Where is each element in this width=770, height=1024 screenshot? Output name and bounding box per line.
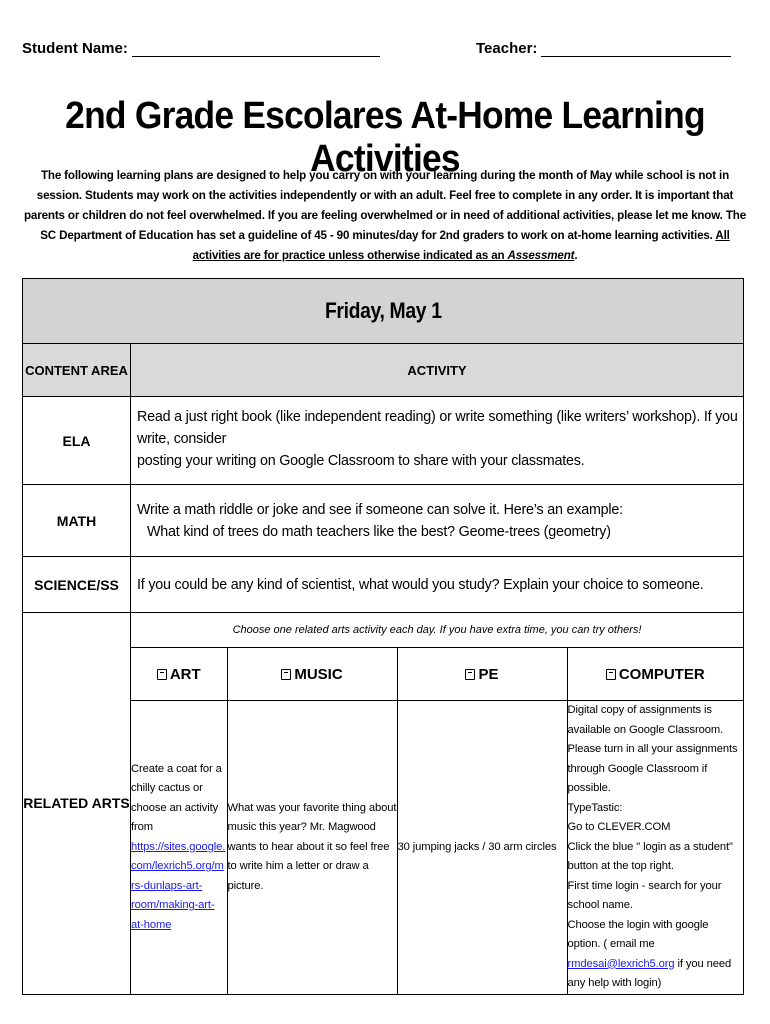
subject-computer[interactable]: COMPUTER (567, 648, 743, 701)
intro-text: The following learning plans are designed to help you carry on with your learning during the month of May while school is not in session. Students may work on the activities independently or with an adult. Feel free to complete in any order. It is important that parents or children do not feel overwhelmed. If you are feeling overwhelmed or in need of additional activities, please let me know. The SC Department of Education has set a guideline of 45 - 90 minutes/day for 2nd graders to work on at-home learning activities. (24, 169, 746, 242)
area-math: MATH (23, 485, 131, 557)
checkbox-icon[interactable] (606, 669, 616, 680)
subject-art[interactable]: ART (131, 648, 227, 701)
related-arts-header-row (131, 648, 743, 701)
col-activity: ACTIVITY (131, 344, 744, 397)
checkbox-icon[interactable] (465, 669, 475, 680)
activity-ela-line-1: Read a just right book (like independent reading) or write something (like writers’ workshop). If you write, consider (137, 409, 738, 447)
related-arts-table (131, 613, 743, 994)
row-science (23, 557, 744, 613)
related-arts-cell (131, 613, 744, 995)
student-name-label: Student Name: (22, 40, 128, 57)
student-name-blank[interactable] (132, 40, 380, 57)
checkbox-icon[interactable] (281, 669, 291, 680)
music-activity: What was your favorite thing about music this year? Mr. Magwood wants to hear about it so feel free to write him a letter or draw a picture. (227, 701, 397, 994)
art-activity: Create a coat for a chilly cactus or choose an activity from https://sites.google. com/lexrich5.org/m rs-dunlaps-art- room/making-art- at-home (131, 701, 227, 994)
area-related-arts: RELATED ARTS (23, 613, 131, 995)
intro-underlined-text: All activities are for practice unless otherwise indicated as an Assessment (192, 229, 730, 262)
day-heading: Friday, May 1 (23, 279, 744, 344)
day-header-row (23, 279, 744, 344)
teacher-blank[interactable] (541, 40, 731, 57)
col-content-area: CONTENT AREA (23, 344, 131, 397)
row-ela (23, 397, 744, 485)
related-arts-note: Choose one related arts activity each day. If you have extra time, you can try others! (131, 613, 743, 648)
activity-math-line-2: What kind of trees do math teachers like the best? Geome-trees (geometry) (147, 523, 611, 540)
row-math (23, 485, 744, 557)
teacher-label: Teacher: (476, 40, 538, 57)
area-ela: ELA (23, 397, 131, 485)
computer-activity: Digital copy of assignments is available on Google Classroom. Please turn in all your assignments through Google Classroom if possible. TypeTastic: Go to CLEVER.COM Click the blue " login as a student" button at the top right. First time login - search for your school name. Choose the login with google option. ( email me rmdesai@lexrich5.org if you need any help with login) (567, 701, 743, 994)
intro-paragraph: The following learning plans are designed to help you carry on with your learning during the month of May while school is not in session. Students may work on the activities independently or with an adult. Feel free to complete in any order. It is important that parents or children do not feel overwhelmed. If you are feeling overwhelmed or in need of additional activities, please let me know. The SC Department of Education has set a guideline of 45 - 90 minutes/day for 2nd graders to work on at-home learning activities. All activities are for practice unless otherwise indicated as an Assessment. (24, 169, 746, 262)
activity-math-line-1: Write a math riddle or joke and see if someone can solve it. Here’s an example: (137, 501, 623, 518)
email-link[interactable]: rmdesai@lexrich5.org (567, 957, 675, 970)
area-science-ss: SCIENCE/SS (23, 557, 131, 613)
row-related-arts (23, 613, 744, 995)
activity-math (131, 485, 744, 557)
column-header-row (23, 344, 744, 397)
teacher-field[interactable] (476, 40, 731, 57)
related-arts-body-row (131, 701, 743, 994)
page-title: 2nd Grade Escolares At-Home Learning Activities (65, 95, 705, 180)
checkbox-icon[interactable] (157, 669, 167, 680)
activity-ela (131, 397, 744, 485)
pe-activity: 30 jumping jacks / 30 arm circles (397, 701, 567, 994)
activity-science: If you could be any kind of scientist, what would you study? Explain your choice to someone. (131, 557, 744, 613)
schedule-table (22, 278, 744, 995)
activity-ela-line-2: posting your writing on Google Classroom to share with your classmates. (137, 453, 585, 469)
assessment-word: Assessment (507, 249, 575, 262)
student-name-field[interactable] (22, 40, 380, 57)
subject-music[interactable]: MUSIC (227, 648, 397, 701)
subject-pe[interactable]: PE (397, 648, 567, 701)
art-link[interactable]: https://sites.google. com/lexrich5.org/m rs-dunlaps-art- room/making-art- at-home (131, 840, 226, 931)
